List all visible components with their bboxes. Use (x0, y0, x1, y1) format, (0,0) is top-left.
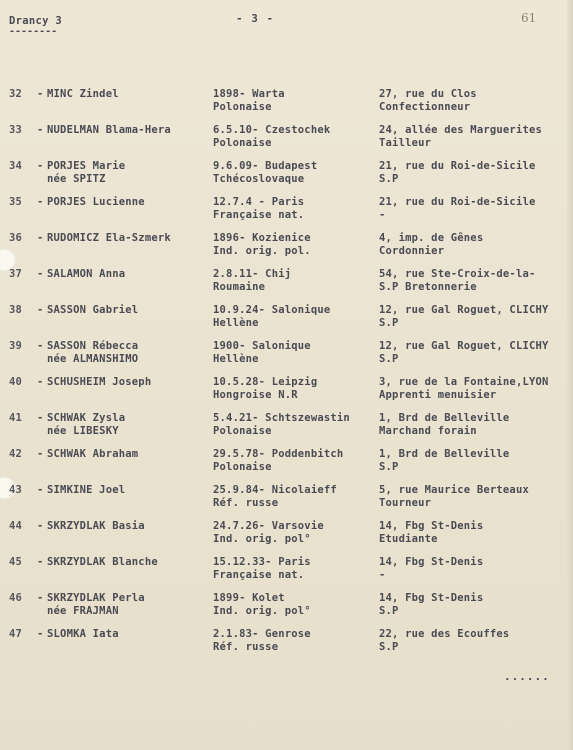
entry-birth (213, 592, 373, 618)
entry-address-line: Etudiante (379, 533, 438, 545)
entry-address-line: 22, rue des Ecouffes (379, 628, 510, 640)
list-item (0, 340, 573, 374)
entry-birth (213, 412, 373, 438)
entry-birth-line: Française nat. (213, 209, 305, 221)
entry-birth (213, 520, 373, 546)
entry-birth-line: Tchécoslovaque (213, 173, 305, 185)
entry-address-line: Cordonnier (379, 245, 445, 257)
entry-number: 45 (9, 556, 23, 568)
entry-name-line: née LIBESKY (47, 425, 119, 437)
entry-birth-line: 2.1.83- Genrose (213, 628, 311, 640)
entry-birth-line: 10.9.24- Salonique (213, 304, 331, 316)
entry-birth-line: 24.7.26- Varsovie (213, 520, 324, 532)
page-number: - 3 - (236, 12, 275, 25)
entry-name-line: née SPITZ (47, 173, 106, 185)
entry-number: 36 (9, 232, 23, 244)
entry-name-line: SLOMKA Iata (47, 628, 119, 640)
entry-address (379, 268, 569, 294)
entry-address-line: 21, rue du Roi-de-Sicile (379, 160, 536, 172)
entry-address-line: Apprenti menuisier (379, 389, 497, 401)
entry-name (47, 232, 207, 245)
entry-name-line: NUDELMAN Blama-Hera (47, 124, 171, 136)
entry-birth (213, 196, 373, 222)
entry-address-line: 12, rue Gal Roguet, CLICHY (379, 340, 549, 352)
entry-address (379, 124, 569, 150)
list-item (0, 88, 573, 122)
entry-birth-line: Hellène (213, 317, 259, 329)
entry-birth-line: Polonaise (213, 425, 272, 437)
entry-birth-line: Ind. orig. pol° (213, 605, 311, 617)
entry-name-line: née ALMANSHIMO (47, 353, 139, 365)
entry-number: 41 (9, 412, 23, 424)
entry-address-line: 1, Brd de Belleville (379, 448, 510, 460)
entry-address (379, 484, 569, 510)
title-underline: -------- (9, 26, 58, 37)
entry-address-line: S.P (379, 641, 399, 653)
entry-address (379, 232, 569, 258)
entry-separator: - (37, 124, 44, 136)
entry-name (47, 556, 207, 569)
entry-address (379, 376, 569, 402)
entry-address (379, 304, 569, 330)
entry-address (379, 412, 569, 438)
entry-birth-line: 1900- Salonique (213, 340, 311, 352)
entry-address-line: 1, Brd de Belleville (379, 412, 510, 424)
entry-name-line: SIMKINE Joel (47, 484, 126, 496)
list-item (0, 520, 573, 554)
entry-name-line: SASSON Rébecca (47, 340, 139, 352)
entry-separator: - (37, 268, 44, 280)
list-item (0, 376, 573, 410)
entry-number: 40 (9, 376, 23, 388)
entry-separator: - (37, 628, 44, 640)
entry-birth-line: 29.5.78- Poddenbitch (213, 448, 344, 460)
list-item (0, 160, 573, 194)
entry-address-line: 54, rue Ste-Croix-de-la- (379, 268, 536, 280)
title-text: Drancy 3 (9, 15, 62, 27)
entry-separator: - (37, 88, 44, 100)
entry-name-line: RUDOMICZ Ela-Szmerk (47, 232, 171, 244)
entry-address-line: 21, rue du Roi-de-Sicile (379, 196, 536, 208)
entry-number: 44 (9, 520, 23, 532)
entry-address (379, 556, 569, 582)
entry-birth-line: 1898- Warta (213, 88, 285, 100)
entry-number: 46 (9, 592, 23, 604)
list-item (0, 412, 573, 446)
entry-name (47, 88, 207, 101)
entry-name-line: SKRZYDLAK Perla (47, 592, 145, 604)
entry-address (379, 340, 569, 366)
entry-number: 47 (9, 628, 23, 640)
entry-separator: - (37, 484, 44, 496)
entry-name-line: née FRAJMAN (47, 605, 119, 617)
entry-address (379, 520, 569, 546)
entry-birth-line: Ind. orig. pol° (213, 533, 311, 545)
entry-address-line: - (379, 209, 386, 221)
entry-birth (213, 448, 373, 474)
entry-name-line: SKRZYDLAK Basia (47, 520, 145, 532)
entry-address-line: Tourneur (379, 497, 432, 509)
entry-address-line: - (379, 569, 386, 581)
entry-separator: - (37, 304, 44, 316)
list-item (0, 484, 573, 518)
entry-number: 37 (9, 268, 23, 280)
entry-birth-line: Roumaine (213, 281, 266, 293)
entry-name (47, 124, 207, 137)
list-item (0, 448, 573, 482)
entry-number: 42 (9, 448, 23, 460)
entry-birth-line: Réf. russe (213, 641, 279, 653)
entry-address-line: S.P (379, 461, 399, 473)
entry-birth (213, 268, 373, 294)
entry-address-line: Tailleur (379, 137, 432, 149)
list-item (0, 592, 573, 626)
entry-birth-line: 6.5.10- Czestochek (213, 124, 331, 136)
entry-address-line: S.P Bretonnerie (379, 281, 477, 293)
entry-address-line: Marchand forain (379, 425, 477, 437)
list-item (0, 232, 573, 266)
entry-birth-line: 2.8.11- Chij (213, 268, 292, 280)
entry-name (47, 340, 207, 366)
entry-name (47, 520, 207, 533)
list-item (0, 124, 573, 158)
entry-number: 35 (9, 196, 23, 208)
entry-address (379, 196, 569, 222)
entry-address-line: S.P (379, 605, 399, 617)
entry-name-line: SCHWAK Abraham (47, 448, 139, 460)
entry-number: 34 (9, 160, 23, 172)
entry-separator: - (37, 232, 44, 244)
entry-name (47, 412, 207, 438)
entry-separator: - (37, 412, 44, 424)
entry-separator: - (37, 196, 44, 208)
entry-address-line: 3, rue de la Fontaine,LYON (379, 376, 549, 388)
entry-birth-line: Réf. russe (213, 497, 279, 509)
entry-name (47, 592, 207, 618)
list-item (0, 556, 573, 590)
entry-birth-line: 1896- Kozienice (213, 232, 311, 244)
entry-address-line: 14, Fbg St-Denis (379, 520, 484, 532)
entry-birth-line: Ind. orig. pol. (213, 245, 311, 257)
list-item (0, 268, 573, 302)
entry-birth-line: Polonaise (213, 101, 272, 113)
entry-name-line: SCHWAK Zysla (47, 412, 126, 424)
folio-number: 61 (521, 11, 537, 25)
entry-birth (213, 124, 373, 150)
entry-birth-line: 9.6.09- Budapest (213, 160, 318, 172)
entry-birth-line: 25.9.84- Nicolaieff (213, 484, 337, 496)
entry-address (379, 628, 569, 654)
entry-birth (213, 232, 373, 258)
entry-address-line: 27, rue du Clos (379, 88, 477, 100)
list-item (0, 304, 573, 338)
entry-name-line: PORJES Marie (47, 160, 126, 172)
entry-birth-line: 10.5.28- Leipzig (213, 376, 318, 388)
entry-birth-line: 5.4.21- Schtszewastin (213, 412, 350, 424)
entry-address (379, 448, 569, 474)
entry-birth (213, 88, 373, 114)
entry-number: 38 (9, 304, 23, 316)
entry-name (47, 484, 207, 497)
entry-address-line: S.P (379, 173, 399, 185)
entry-address (379, 592, 569, 618)
entry-address-line: 14, Fbg St-Denis (379, 556, 484, 568)
entry-address-line: 14, Fbg St-Denis (379, 592, 484, 604)
entry-separator: - (37, 592, 44, 604)
entry-separator: - (37, 448, 44, 460)
entry-address-line: 12, rue Gal Roguet, CLICHY (379, 304, 549, 316)
entry-name (47, 628, 207, 641)
entry-birth (213, 556, 373, 582)
entry-address (379, 160, 569, 186)
entry-name-line: SCHUSHEIM Joseph (47, 376, 152, 388)
entry-address-line: S.P (379, 317, 399, 329)
entry-birth-line: Française nat. (213, 569, 305, 581)
entry-name (47, 376, 207, 389)
entry-number: 32 (9, 88, 23, 100)
entry-birth (213, 160, 373, 186)
list-item (0, 628, 573, 662)
entry-birth-line: 15.12.33- Paris (213, 556, 311, 568)
entry-number: 33 (9, 124, 23, 136)
entry-separator: - (37, 340, 44, 352)
end-mark: ...... (504, 670, 550, 683)
entry-address-line: 4, imp. de Gênes (379, 232, 484, 244)
entry-address-line: 5, rue Maurice Berteaux (379, 484, 529, 496)
entry-separator: - (37, 556, 44, 568)
entry-address (379, 88, 569, 114)
entry-name (47, 304, 207, 317)
entry-birth-line: 1899- Kolet (213, 592, 285, 604)
list-item (0, 196, 573, 230)
entry-separator: - (37, 520, 44, 532)
entry-name-line: MINC Zindel (47, 88, 119, 100)
entry-name (47, 268, 207, 281)
entry-address-line: 24, allée des Marguerites (379, 124, 543, 136)
entry-name-line: SASSON Gabriel (47, 304, 139, 316)
entry-birth (213, 628, 373, 654)
entry-birth-line: Hongroise N.R (213, 389, 298, 401)
entry-birth-line: Polonaise (213, 461, 272, 473)
entry-separator: - (37, 160, 44, 172)
entry-address-line: S.P (379, 353, 399, 365)
entry-name (47, 196, 207, 209)
entry-birth (213, 484, 373, 510)
entry-birth-line: 12.7.4 - Paris (213, 196, 305, 208)
entry-name-line: SKRZYDLAK Blanche (47, 556, 158, 568)
entry-birth (213, 340, 373, 366)
entry-birth-line: Polonaise (213, 137, 272, 149)
entry-birth (213, 304, 373, 330)
entry-address-line: Confectionneur (379, 101, 471, 113)
entry-name-line: PORJES Lucienne (47, 196, 145, 208)
entry-name (47, 160, 207, 186)
entry-birth-line: Hellène (213, 353, 259, 365)
entry-name-line: SALAMON Anna (47, 268, 126, 280)
entry-number: 39 (9, 340, 23, 352)
entry-number: 43 (9, 484, 23, 496)
entry-separator: - (37, 376, 44, 388)
entry-name (47, 448, 207, 461)
entry-birth (213, 376, 373, 402)
